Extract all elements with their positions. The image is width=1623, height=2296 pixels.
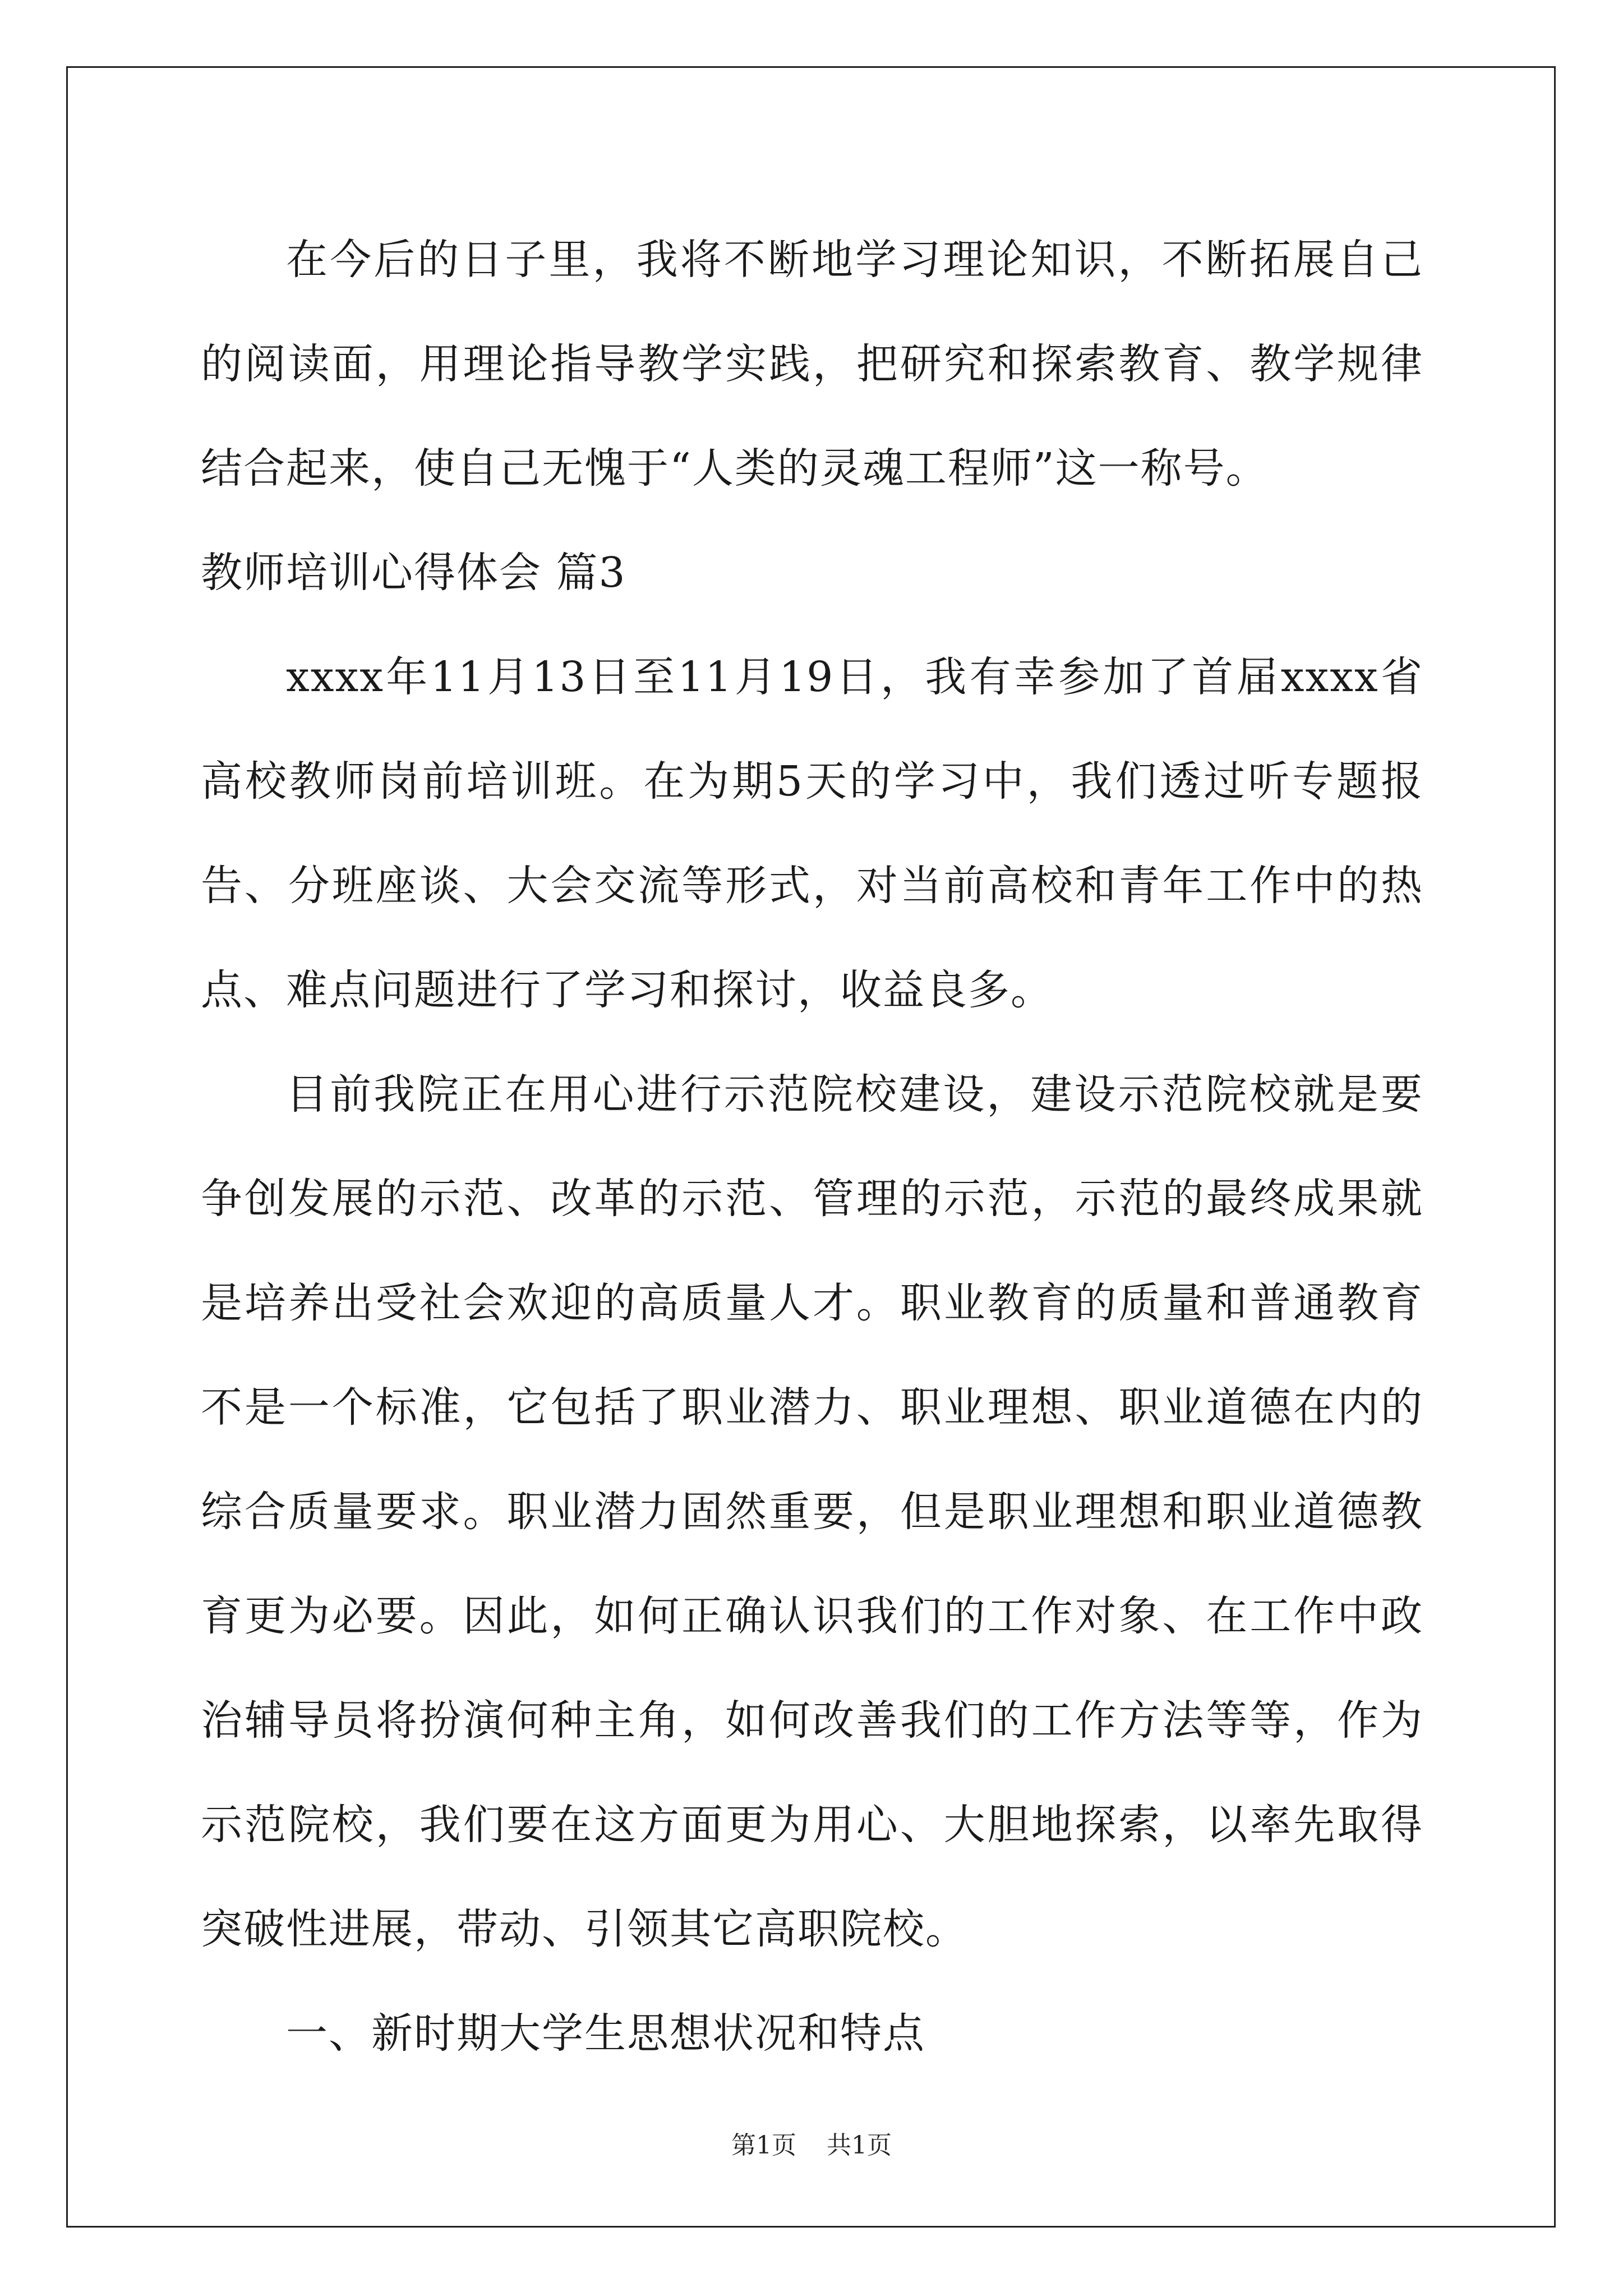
page-footer (0, 2129, 1623, 2162)
subheading-student-thoughts: 一、新时期大学生思想状况和特点 (286, 2009, 925, 2058)
section-heading: 教师培训心得体会 篇3 (201, 549, 626, 597)
paragraph-closing: 在今后的日子里，我将不断地学习理论知识，不断拓展自己的阅读面，用理论指导教学实践，把研究和探索教育、教学规律结合起来，使自己无愧于“人类的灵魂工程师”这一称号。 (201, 236, 1423, 493)
paragraph-training-intro: xxxx年11月13日至11月19日，我有幸参加了首届xxxx省高校教师岗前培训班。在为期5天的学习中，我们透过听专题报告、分班座谈、大会交流等形式，对当前高校和青年工作中的热点、难点问题进行了学习和探讨，收益良多。 (201, 653, 1423, 1014)
page-total: 共1页 (827, 2131, 892, 2160)
page-number: 第1页 (731, 2131, 796, 2160)
document-body (201, 208, 1423, 2086)
paragraph-demonstration-college: 目前我院正在用心进行示范院校建设，建设示范院校就是要争创发展的示范、改革的示范、管理的示范，示范的最终成果就是培养出受社会欢迎的高质量人才。职业教育的质量和普通教育不是一个标准，它包括了职业潜力、职业理想、职业道德在内的综合质量要求。职业潜力固然重要，但是职业理想和职业道德教育更为必要。因此，如何正确认识我们的工作对象、在工作中政治辅导员将扮演何种主角，如何改善我们的工作方法等等，作为示范院校，我们要在这方面更为用心、大胆地探索，以率先取得突破性进展，带动、引领其它高职院校。 (201, 1070, 1423, 1953)
